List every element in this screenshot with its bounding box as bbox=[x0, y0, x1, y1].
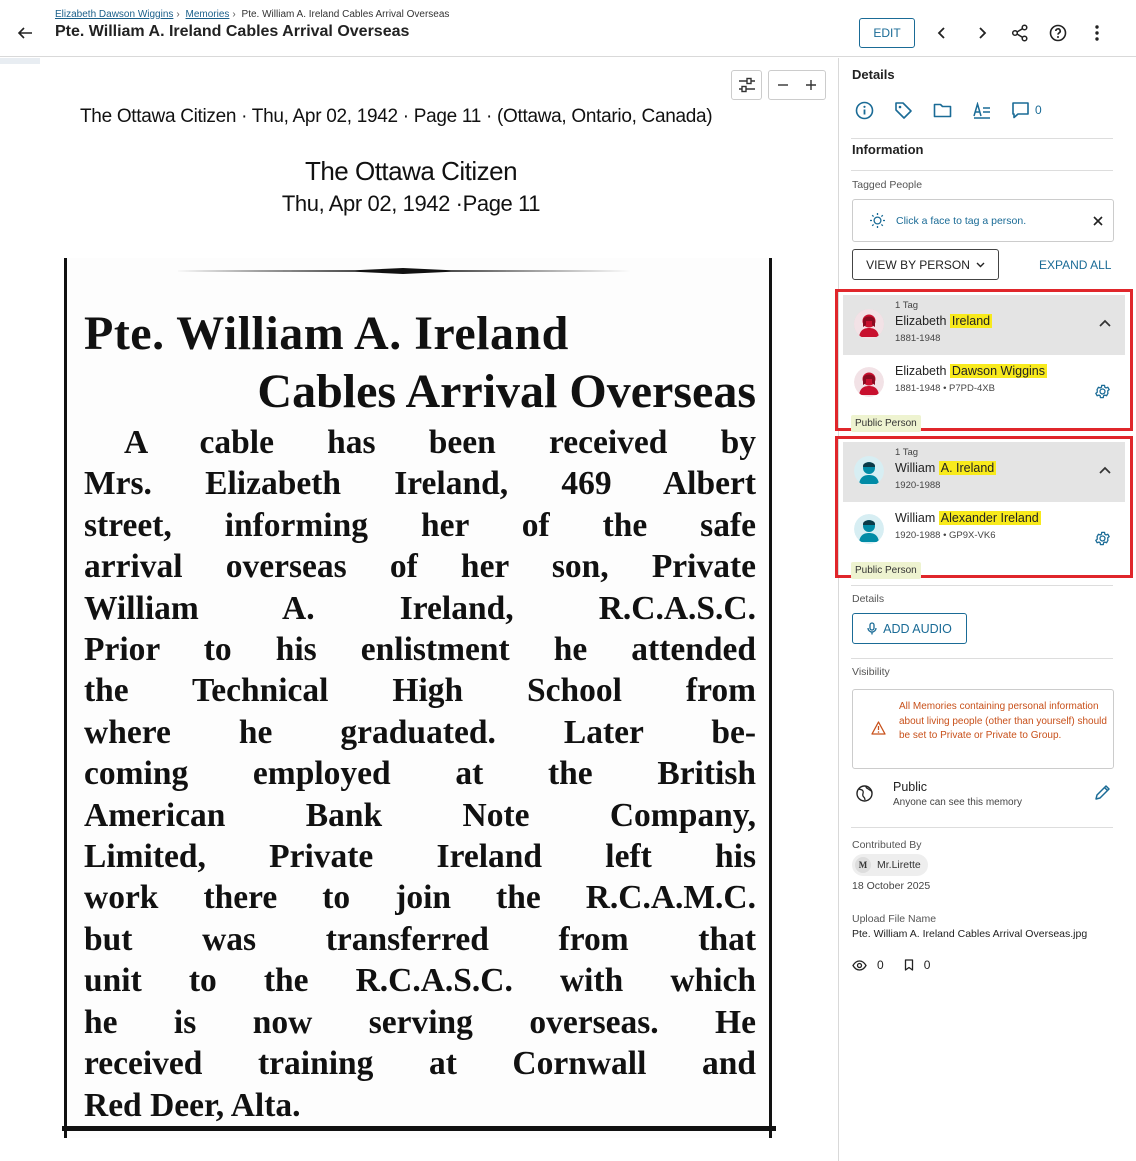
article-line: Prior to his enlistment he attended bbox=[84, 631, 756, 669]
upload-file-name: Pte. William A. Ireland Cables Arrival Overseas.jpg bbox=[852, 928, 1088, 940]
matched-person-name[interactable] bbox=[895, 364, 1047, 378]
person-group-1 bbox=[835, 289, 1133, 431]
tagged-people-label: Tagged People bbox=[852, 179, 923, 191]
view-by-person-dropdown[interactable] bbox=[852, 249, 999, 280]
gear-icon bbox=[1094, 383, 1111, 400]
newspaper-date: Thu, Apr 02, 1942 ·Page 11 bbox=[281, 191, 541, 216]
breadcrumb-separator: › bbox=[232, 9, 236, 20]
visibility-label: Visibility bbox=[852, 666, 890, 678]
warning-triangle-icon bbox=[871, 721, 886, 740]
name-part: Elizabeth bbox=[895, 314, 950, 328]
collapse-button[interactable] bbox=[1099, 317, 1111, 335]
person-years: 1920-1988 bbox=[895, 480, 941, 491]
article-line: the Technical High School from bbox=[84, 672, 756, 710]
globe-icon bbox=[856, 785, 873, 807]
folder-icon bbox=[933, 102, 952, 119]
chevron-left-icon bbox=[936, 27, 948, 39]
share-button[interactable] bbox=[1008, 21, 1032, 45]
warning-text: All Memories containing personal information about living people (other than yourself) should be set to Private or Private to Group. bbox=[899, 701, 1107, 741]
close-icon bbox=[1093, 216, 1103, 226]
eye-icon bbox=[852, 960, 867, 971]
article-line: American Bank Note Company, bbox=[84, 796, 756, 834]
article-line: Mrs. Elizabeth Ireland, 469 Albert bbox=[84, 465, 756, 503]
arrow-left-icon bbox=[17, 25, 33, 41]
name-highlight: Ireland bbox=[951, 314, 991, 328]
person-years-id: 1881-1948 • P7PD-4XB bbox=[895, 383, 995, 394]
close-hint-button[interactable] bbox=[1093, 213, 1103, 230]
newspaper-source-line: The Ottawa Citizen · Thu, Apr 02, 1942 · Page 11 · (Ottawa, Ontario, Canada) bbox=[80, 106, 713, 127]
ornament-rule-icon bbox=[175, 268, 630, 274]
public-person-badge: Public Person bbox=[851, 562, 921, 579]
more-options-button[interactable] bbox=[1085, 21, 1109, 45]
clipping-border-left bbox=[64, 258, 67, 1138]
tag-icon bbox=[894, 101, 913, 120]
more-vertical-icon bbox=[1095, 25, 1099, 41]
name-part: William bbox=[895, 461, 939, 475]
previous-button[interactable] bbox=[930, 21, 954, 45]
name-part: William bbox=[895, 511, 939, 525]
divider bbox=[851, 827, 1113, 828]
article-line: A cable has been received by bbox=[124, 424, 756, 461]
help-icon bbox=[1049, 24, 1067, 42]
microphone-icon bbox=[867, 622, 877, 635]
tagged-person-name[interactable] bbox=[895, 314, 992, 328]
tab-transcript[interactable] bbox=[969, 98, 993, 122]
article-line: coming employed at the British bbox=[84, 755, 756, 793]
lightbulb-icon bbox=[869, 212, 886, 229]
article-body bbox=[84, 422, 756, 1126]
add-audio-label: ADD AUDIO bbox=[883, 621, 952, 636]
person-settings-button[interactable] bbox=[1094, 383, 1111, 405]
article-line: work there to join the R.C.A.M.C. bbox=[84, 879, 756, 917]
viewer-topbar bbox=[0, 58, 40, 64]
details-panel bbox=[838, 58, 1136, 1161]
views-count: 0 bbox=[877, 958, 884, 972]
article-line: where he graduated. Later be- bbox=[84, 713, 756, 751]
chevron-right-icon bbox=[976, 27, 988, 39]
name-highlight: Alexander Ireland bbox=[940, 511, 1039, 525]
person-settings-button[interactable] bbox=[1094, 530, 1111, 552]
chevron-up-icon bbox=[1099, 465, 1111, 477]
expand-all-link[interactable]: EXPAND ALL bbox=[1039, 258, 1112, 272]
matched-person-name[interactable] bbox=[895, 511, 1041, 525]
person-header[interactable] bbox=[843, 442, 1125, 502]
tag-count: 1 Tag bbox=[895, 300, 919, 311]
image-viewer[interactable] bbox=[0, 58, 838, 1161]
contributor-avatar: M bbox=[855, 857, 871, 873]
clipping-border-right bbox=[769, 258, 772, 1138]
name-highlight: Dawson Wiggins bbox=[951, 364, 1045, 378]
article-headline-1: Pte. William A. Ireland bbox=[84, 307, 569, 360]
breadcrumb-current: Pte. William A. Ireland Cables Arrival Overseas bbox=[241, 9, 450, 20]
privacy-warning bbox=[852, 689, 1114, 769]
tag-hint-text: Click a face to tag a person. bbox=[896, 214, 1027, 227]
clipping-border-bottom bbox=[62, 1126, 776, 1131]
add-audio-button[interactable] bbox=[852, 613, 967, 644]
details-label: Details bbox=[852, 593, 885, 605]
comments-count: 0 bbox=[1035, 103, 1042, 117]
divider bbox=[851, 585, 1113, 586]
article-line: unit to the R.C.A.S.C. with which bbox=[84, 962, 756, 1000]
zoom-tools bbox=[731, 70, 826, 100]
minus-icon bbox=[777, 79, 789, 91]
divider bbox=[851, 138, 1113, 139]
share-icon bbox=[1011, 24, 1029, 42]
edit-visibility-button[interactable] bbox=[1094, 784, 1111, 806]
info-icon bbox=[855, 101, 874, 120]
article-line: arrival overseas of her son, Private bbox=[84, 548, 756, 586]
article-line: Red Deer, Alta. bbox=[84, 1086, 301, 1124]
zoom-out-button[interactable] bbox=[769, 71, 797, 99]
bookmark-icon bbox=[904, 959, 914, 971]
breadcrumb-link-person[interactable]: Elizabeth Dawson Wiggins bbox=[55, 9, 174, 20]
visibility-subtitle: Anyone can see this memory bbox=[893, 797, 1022, 808]
public-person-badge: Public Person bbox=[851, 415, 921, 432]
panel-title: Details bbox=[852, 67, 895, 82]
gear-icon bbox=[1094, 530, 1111, 547]
avatar-male bbox=[854, 456, 884, 486]
person-years-id: 1920-1988 • GP9X-VK6 bbox=[895, 530, 996, 541]
tab-albums[interactable] bbox=[930, 98, 954, 122]
comment-icon bbox=[1011, 101, 1030, 119]
contributed-date: 18 October 2025 bbox=[852, 880, 931, 892]
tab-comments[interactable] bbox=[1008, 98, 1032, 122]
article-line: Limited, Private Ireland left his bbox=[84, 838, 756, 876]
contributed-by-label: Contributed By bbox=[852, 839, 922, 851]
visibility-title: Public bbox=[893, 780, 928, 794]
avatar-female bbox=[854, 367, 884, 397]
article-line: but was transferred from that bbox=[84, 920, 756, 958]
next-button[interactable] bbox=[970, 21, 994, 45]
article-line: William A. Ireland, R.C.A.S.C. bbox=[84, 589, 756, 627]
person-match bbox=[843, 355, 1125, 435]
article-line: street, informing her of the safe bbox=[84, 506, 756, 544]
details-tabs bbox=[852, 98, 1042, 122]
chevron-down-icon bbox=[976, 260, 985, 269]
person-match bbox=[843, 502, 1125, 582]
tab-info[interactable] bbox=[852, 98, 876, 122]
zoom-in-button[interactable] bbox=[797, 71, 825, 99]
collapse-button[interactable] bbox=[1099, 464, 1111, 482]
back-button[interactable] bbox=[12, 20, 38, 46]
person-years: 1881-1948 bbox=[895, 333, 941, 344]
tag-count: 1 Tag bbox=[895, 447, 919, 458]
tagged-person-name[interactable] bbox=[895, 461, 996, 475]
tab-tags[interactable] bbox=[891, 98, 915, 122]
top-header bbox=[0, 0, 1136, 57]
breadcrumb-separator: › bbox=[176, 9, 180, 20]
article-line: received training at Cornwall and bbox=[84, 1045, 756, 1083]
person-group-2 bbox=[835, 436, 1133, 578]
stats-row bbox=[852, 958, 950, 972]
breadcrumb-link-memories[interactable]: Memories bbox=[185, 9, 230, 20]
page-title: Pte. William A. Ireland Cables Arrival Overseas bbox=[55, 23, 410, 40]
sliders-icon bbox=[738, 77, 756, 93]
information-title: Information bbox=[852, 142, 924, 157]
divider bbox=[851, 170, 1113, 171]
newspaper-name: The Ottawa Citizen bbox=[304, 156, 518, 186]
article-headline-2: Cables Arrival Overseas bbox=[257, 365, 756, 418]
text-lines-icon bbox=[972, 102, 991, 119]
adjust-button[interactable] bbox=[731, 70, 762, 100]
zoom-control bbox=[768, 70, 826, 100]
help-button[interactable] bbox=[1046, 21, 1070, 45]
divider bbox=[851, 658, 1113, 659]
edit-button[interactable]: EDIT bbox=[859, 18, 915, 48]
view-by-label: VIEW BY PERSON bbox=[866, 257, 970, 272]
pencil-icon bbox=[1094, 784, 1111, 801]
person-header[interactable] bbox=[843, 295, 1125, 355]
avatar-male bbox=[854, 514, 884, 544]
saves-count: 0 bbox=[923, 958, 931, 972]
contributor-name: Mr.Lirette bbox=[877, 859, 921, 871]
plus-icon bbox=[805, 79, 817, 91]
article-line: he is now serving overseas. He bbox=[84, 1003, 756, 1041]
avatar-female bbox=[854, 309, 884, 339]
name-part: Elizabeth bbox=[895, 364, 950, 378]
upload-file-label: Upload File Name bbox=[852, 913, 937, 925]
name-highlight: A. Ireland bbox=[940, 461, 995, 475]
breadcrumb bbox=[55, 9, 449, 20]
contributor-chip[interactable] bbox=[852, 854, 928, 876]
tag-hint-box bbox=[852, 199, 1114, 242]
chevron-up-icon bbox=[1099, 318, 1111, 330]
